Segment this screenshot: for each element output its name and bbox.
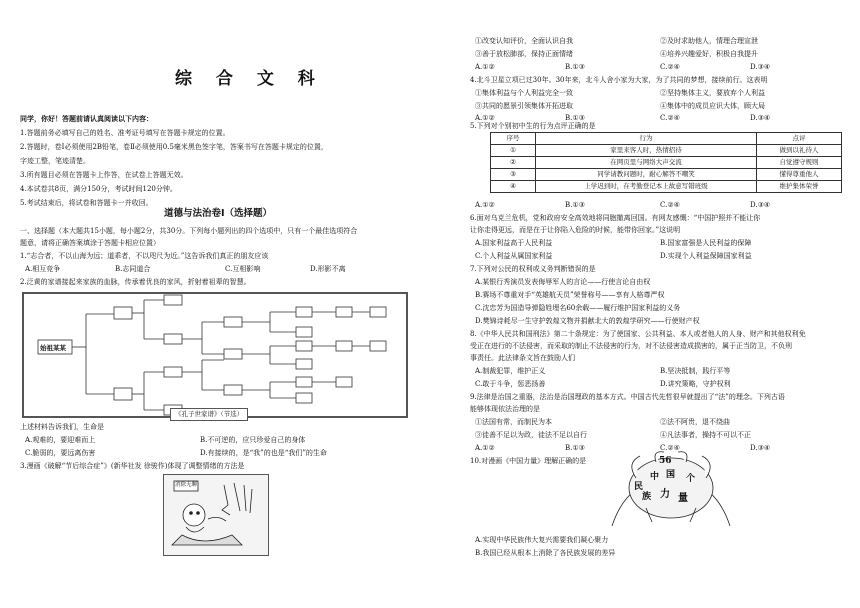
q2-option-d: D.有接续的，是“我”的也是“我们”的生命	[200, 449, 327, 457]
q8-stem-cont: 受正在进行的不法侵害，而采取的制止不法侵害的行为，对不法侵害造成损害的，属于正当防卫，不负刑	[470, 342, 792, 350]
table-cell: 家里来客人时，热情招待	[536, 145, 757, 157]
q1-option-b: B.志同道合	[115, 265, 151, 273]
q4-choice-a: A.①②	[475, 114, 495, 122]
intro-item: 字迹工整，笔迹清楚。	[20, 157, 90, 165]
q7-option-d: D.樊锦诗耗尽一生守护敦煌文物并捐献北大的敦煌学研究——行使财产权	[475, 317, 700, 325]
q3-stmt-4: ④培养兴趣爱好，积极自我提升	[660, 50, 758, 58]
q9-stmt-3: ③徒善不足以为政，徒法不足以自行	[475, 431, 587, 439]
table-cell: ④	[491, 181, 536, 193]
table-cell: 做到以礼待人	[757, 145, 842, 157]
cartoon-text: 中	[650, 472, 660, 482]
q9-choice-a: A.①②	[475, 444, 495, 452]
q9-choice-b: B.①③	[565, 444, 585, 452]
cartoon-text: 力	[660, 489, 670, 500]
q9-choice-d: D.③④	[750, 444, 771, 452]
q6-option-a: A.国家利益高于人民利益	[475, 239, 553, 247]
table-cell: 在网页里与网络大声交流	[536, 157, 757, 169]
cartoon-label: 消除无聊	[175, 482, 198, 488]
q8-option-a: A.制裁犯罪，维护正义	[475, 367, 546, 375]
table-cell: 维护集体荣誉	[757, 181, 842, 193]
q4-stmt-4: ④集体中的成员应识大体，顾大局	[660, 102, 765, 110]
q4-stmt-2: ②坚持集体主义，要放弃个人利益	[660, 89, 765, 97]
q6-option-b: B.国家富强是人民利益的保障	[660, 239, 752, 247]
q4-choice-b: B.①③	[565, 114, 585, 122]
q1-option-c: C.互相影响	[225, 265, 261, 273]
table-row	[491, 157, 842, 169]
q10-stem: 10.对漫画《中国力量》理解正确的是	[470, 457, 587, 465]
cartoon-text: 个	[686, 474, 696, 484]
q3-stmt-1: ①改变认知评价，全面认识自我	[475, 37, 573, 45]
q8-stem: 8.《中华人民共和国刑法》第二十条规定：为了使国家、公共利益、本人或者他人的人身、财产和其他权利免	[470, 330, 806, 338]
q1-option-a: A.相互竞争	[25, 265, 61, 273]
table-cell: 同学请教问题时，耐心解答不嘲笑	[536, 169, 757, 181]
q6-option-c: C.个人利益从属国家利益	[475, 252, 553, 260]
q1-stem: 1.“志合者，不以山海为远；道乖者，不以咫尺为近。”这告诉我们真正的朋友应该	[20, 252, 269, 260]
section-desc: 题意，请将正确答案填涂于答题卡相应位置）	[20, 239, 160, 247]
q6-stem-cont: 让你走得更远，而是在于让你陷入危险的时候，能带你回家。”这说明	[470, 226, 681, 234]
intro-item: 2.答题时，卷Ⅰ必须使用2B铅笔，卷Ⅱ必须使用0.5毫米黑色签字笔，答案书写在答题卡规定的位置，	[20, 143, 328, 151]
section-desc: 一、选择题（本大题共15小题，每小题2分，共30分。下列每小题列出的四个选项中，只有一个最佳选项符合	[20, 227, 358, 235]
q2-after: 上述材料告诉我们，生命是	[20, 423, 104, 431]
q2-stem: 2.泛黄的家谱接起来家族的血脉，传承着优良的家风，折射着祖辈的智慧。	[20, 278, 251, 286]
q3-stem: 3.漫画《破解“节后综合症”》(新华社发 徐骏作)体现了调整情绪的方法是	[20, 462, 245, 470]
table-row	[491, 145, 842, 157]
q9-stmt-1: ①法国有常，而制民为本	[475, 418, 552, 426]
intro-item: 5.考试结束后，将试卷和答题卡一并收回。	[20, 199, 153, 207]
q4-stmt-3: ③共同的愿景引领集体开拓进取	[475, 102, 573, 110]
table-header: 序号	[491, 133, 536, 145]
q4-stmt-1: ①集体利益与个人利益完全一致	[475, 89, 573, 97]
q9-choice-c: C.②④	[660, 444, 680, 452]
q3-choice-b: B.①③	[565, 63, 585, 71]
q9-stmt-2: ②法不阿贵，退不绕曲	[660, 418, 730, 426]
table-header: 行为	[536, 133, 757, 145]
section-title: 道德与法治卷Ⅰ（选择题）	[164, 208, 273, 219]
intro-item: 1.答题前务必填写自己的姓名、准考证号填写在答题卡规定的位置。	[20, 129, 230, 137]
q5-table	[490, 132, 842, 193]
q6-stem: 6.面对乌克兰危机，党和政府安全高效地将同胞撤离回国。有网友感慨：“中国护照并不能让你	[470, 214, 761, 222]
table-header: 点评	[757, 133, 842, 145]
q3-choice-d: D.③④	[750, 63, 771, 71]
cartoon-text: 民	[634, 482, 644, 492]
q8-option-c: C.敢于斗争，惩恶扬善	[475, 380, 546, 388]
q3-choice-c: C.②④	[660, 63, 680, 71]
q3-stmt-3: ③善于放松肺部，保持正面情绪	[475, 50, 573, 58]
q5-choice-a: A.①②	[475, 201, 495, 209]
q4-choice-d: D.③④	[750, 114, 771, 122]
intro-item: 3.所有题目必须在答题卡上作答，在试卷上答题无效。	[20, 171, 188, 179]
tree-root-label: 始祖某某	[40, 344, 66, 352]
tree-caption: 《孔子世家谱》（节选）	[170, 408, 248, 421]
family-tree-figure	[22, 292, 408, 418]
cartoon-text: 量	[678, 493, 688, 504]
table-header-row	[491, 133, 842, 145]
q9-stem-cont: 能够体现依法治理的是	[470, 405, 540, 413]
table-cell: ①	[491, 145, 536, 157]
table-cell: 上学迟到时，在考勤登记本上故意写错班级	[536, 181, 757, 193]
cartoon-text-56: 56	[659, 456, 672, 466]
q2-option-c: C.脆弱的，要远离伤害	[25, 449, 96, 457]
q10-option-a: A.实现中华民族伟大复兴需要我们凝心聚力	[475, 536, 609, 544]
q8-option-b: B.坚决抵制，践行平等	[660, 367, 731, 375]
table-cell: 自觉遵守规则	[757, 157, 842, 169]
exam-title: 综 合 文 科	[175, 69, 324, 89]
q7-option-a: A.某银行秀演员发表侮辱军人的言论——行使言论自由权	[475, 278, 651, 286]
q4-stem: 4.北斗卫星立项已过30年。30年来，北斗人舍小家为大家，为了共同的梦想，接续前行。这表明	[470, 76, 768, 84]
q5-stem: 5.下列对个别初中生的行为点评正确的是	[470, 122, 596, 130]
intro-greeting: 同学，你好！答题前请认真阅读以下内容：	[20, 114, 153, 123]
q9-stem: 9.法律是治国之重器，法治是治国理政的基本方式。中国古代先哲很早就提出了“法”的理念。下列古语	[470, 393, 785, 401]
q5-choice-c: C.②④	[660, 201, 680, 209]
table-cell: ②	[491, 157, 536, 169]
table-row	[491, 169, 842, 181]
family-tree-diagram	[24, 294, 406, 416]
q5-choice-b: B.①③	[565, 201, 585, 209]
q1-option-d: D.形影不离	[310, 265, 346, 273]
table-row	[491, 181, 842, 193]
q6-option-d: D.实现个人利益保障国家利益	[660, 252, 752, 260]
q7-stem: 7.下列对公民的权利或义务判断错误的是	[470, 265, 596, 273]
q3-stmt-2: ②及时求助他人，情理合理宣泄	[660, 37, 758, 45]
q2-option-a: A.观难的，要迎难而上	[25, 436, 96, 444]
q3-choice-a: A.①②	[475, 63, 495, 71]
q8-stem-cont: 事责任。此法律条文旨在鼓励人们	[470, 354, 575, 362]
q2-option-b: B.不可逆的，应只珍爱自己的身体	[200, 436, 306, 444]
q9-stmt-4: ④凡法事者，操持不可以不正	[660, 431, 751, 439]
q7-option-b: B.赛场不尊重对手“英雄航天员”荣誉称号——享有人格尊严权	[475, 291, 665, 299]
cartoon-text: 族	[642, 492, 652, 502]
table-cell: ③	[491, 169, 536, 181]
right-page	[430, 0, 860, 608]
q3-cartoon	[163, 474, 269, 556]
q7-option-c: C.沈忠芳为国造导弹隐姓埋名60余载——履行维护国家利益的义务	[475, 304, 681, 312]
table-cell: 懂得尊重他人	[757, 169, 842, 181]
q10-option-b: B.我国已经从根本上消除了各民族发展的差异	[475, 549, 616, 557]
q4-choice-c: C.②④	[660, 114, 680, 122]
q5-choice-d: D.③④	[750, 201, 771, 209]
q10-cartoon	[606, 448, 736, 530]
q8-option-d: D.讲究策略，守护权利	[660, 380, 731, 388]
intro-item: 4.本试卷共8页，满分150分，考试时间120分钟。	[20, 185, 177, 193]
cartoon-text: 国	[666, 470, 676, 480]
